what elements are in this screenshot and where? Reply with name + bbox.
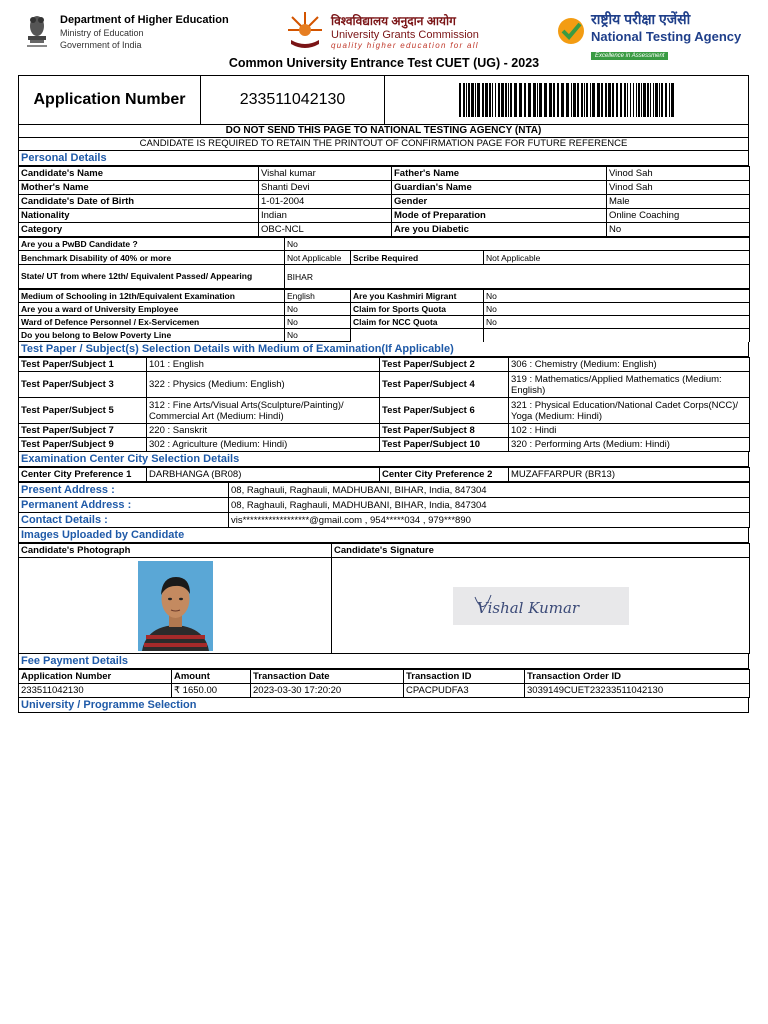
fee-table xyxy=(18,669,750,698)
personal-label: Are you Diabetic xyxy=(392,223,607,237)
document-title: Common University Entrance Test CUET (UG) - 2023 xyxy=(228,56,540,70)
application-number-value: 233511042130 xyxy=(201,76,385,124)
personal-value: Online Coaching xyxy=(607,209,750,223)
ward-defence-row xyxy=(19,316,750,329)
fee-header-cell: Transaction Order ID xyxy=(525,670,750,684)
nta-tagline: Excellence in Assessment xyxy=(591,52,668,60)
benchmark-row xyxy=(19,251,750,265)
barcode-bar xyxy=(665,83,667,117)
ncc-label: Claim for NCC Quota xyxy=(351,316,484,329)
barcode-bar xyxy=(508,83,509,117)
personal-value: OBC-NCL xyxy=(259,223,392,237)
barcode-bar xyxy=(601,83,603,117)
barcode-bar xyxy=(671,83,674,117)
barcode-bar xyxy=(475,83,476,117)
personal-row xyxy=(19,167,750,181)
personal-details-heading: Personal Details xyxy=(18,151,749,166)
ugc-tagline: quality higher education for all xyxy=(331,41,479,50)
personal-row xyxy=(19,223,750,237)
candidate-photo xyxy=(138,561,213,651)
barcode-bar xyxy=(485,83,488,117)
personal-label: Category xyxy=(19,223,259,237)
barcode-bar xyxy=(584,83,585,117)
barcode-bar xyxy=(573,83,576,117)
candidate-signature xyxy=(453,587,629,625)
bpl-label: Do you belong to Below Poverty Line xyxy=(19,329,285,342)
barcode-bar xyxy=(605,83,607,117)
university-heading: University / Programme Selection xyxy=(18,698,749,713)
barcode-bar xyxy=(544,83,547,117)
scribe-label: Scribe Required xyxy=(351,251,484,265)
personal-label: Guardian's Name xyxy=(392,181,607,195)
barcode-bar xyxy=(498,83,500,117)
personal-value: Indian xyxy=(259,209,392,223)
state-row xyxy=(19,265,750,289)
kashmiri-value: No xyxy=(484,290,750,303)
barcode-bar xyxy=(566,83,569,117)
address-table xyxy=(18,482,750,528)
retain-printout-notice: CANDIDATE IS REQUIRED TO RETAIN THE PRINTOUT OF CONFIRMATION PAGE FOR FUTURE REFERENCE xyxy=(18,138,749,151)
pwbd-value: No xyxy=(285,238,750,251)
test-paper-value: 312 : Fine Arts/Visual Arts(Sculpture/Painting)/ Commercial Art (Medium: Hindi) xyxy=(147,398,380,424)
barcode-bar xyxy=(638,83,640,117)
application-number-box xyxy=(18,75,749,125)
test-paper-table xyxy=(18,357,750,452)
ministry-name: Ministry of Education xyxy=(60,28,144,38)
page-header xyxy=(0,0,768,59)
ward-university-row xyxy=(19,303,750,316)
barcode-bar xyxy=(561,83,564,117)
test-paper-label: Test Paper/Subject 9 xyxy=(19,438,147,452)
barcode-bar xyxy=(612,83,614,117)
test-paper-value: 320 : Performing Arts (Medium: Hindi) xyxy=(509,438,750,452)
department-block xyxy=(60,14,229,50)
city-pref2-label: Center City Preference 2 xyxy=(380,468,509,482)
benchmark-value: Not Applicable xyxy=(285,251,351,265)
signature-cell xyxy=(332,558,750,654)
barcode xyxy=(385,76,748,124)
barcode-bar xyxy=(539,83,542,117)
barcode-bar xyxy=(633,83,634,117)
test-paper-row xyxy=(19,372,750,398)
kashmiri-label: Are you Kashmiri Migrant xyxy=(351,290,484,303)
personal-value: Vinod Sah xyxy=(607,181,750,195)
nta-english-name: National Testing Agency xyxy=(591,29,742,44)
personal-label: Father's Name xyxy=(392,167,607,181)
barcode-bar xyxy=(524,83,526,117)
personal-label: Candidate's Date of Birth xyxy=(19,195,259,209)
test-paper-label: Test Paper/Subject 4 xyxy=(380,372,509,398)
do-not-send-notice: DO NOT SEND THIS PAGE TO NATIONAL TESTING AGENCY (NTA) xyxy=(18,125,749,138)
test-paper-label: Test Paper/Subject 10 xyxy=(380,438,509,452)
barcode-bar xyxy=(577,83,579,117)
medium-row xyxy=(19,290,750,303)
barcode-bar xyxy=(528,83,531,117)
barcode-bar xyxy=(505,83,507,117)
images-heading: Images Uploaded by Candidate xyxy=(18,528,749,543)
barcode-bar xyxy=(501,83,504,117)
bpl-value: No xyxy=(285,329,351,342)
confirmation-page xyxy=(18,75,749,713)
barcode-bar xyxy=(492,83,493,117)
personal-label: Mother's Name xyxy=(19,181,259,195)
personal-value: No xyxy=(607,223,750,237)
signature-label: Candidate's Signature xyxy=(332,544,750,558)
ugc-logo-icon xyxy=(286,10,324,50)
barcode-bar xyxy=(519,83,522,117)
city-pref2-value: MUZAFFARPUR (BR13) xyxy=(509,468,750,482)
barcode-bar xyxy=(549,83,552,117)
barcode-bar xyxy=(653,83,654,117)
barcode-bar xyxy=(592,83,595,117)
sports-label: Claim for Sports Quota xyxy=(351,303,484,316)
state-label: State/ UT from where 12th/ Equivalent Passed/ Appearing xyxy=(19,265,285,289)
personal-quota-table xyxy=(18,289,750,342)
test-paper-row xyxy=(19,398,750,424)
barcode-bar xyxy=(489,83,491,117)
ward-university-value: No xyxy=(285,303,351,316)
test-paper-row xyxy=(19,438,750,452)
barcode-bar xyxy=(557,83,559,117)
barcode-bar xyxy=(477,83,480,117)
barcode-bar xyxy=(643,83,646,117)
barcode-bar xyxy=(661,83,663,117)
ward-defence-value: No xyxy=(285,316,351,329)
city-preference-row xyxy=(19,468,750,482)
fee-header-cell: Transaction Date xyxy=(251,670,404,684)
personal-label: Nationality xyxy=(19,209,259,223)
exam-city-heading: Examination Center City Selection Details xyxy=(18,452,749,467)
barcode-bar xyxy=(586,83,588,117)
personal-value: Shanti Devi xyxy=(259,181,392,195)
images-table xyxy=(18,543,750,654)
images-row xyxy=(19,558,750,654)
fee-heading: Fee Payment Details xyxy=(18,654,749,669)
contact-label: Contact Details : xyxy=(19,513,229,528)
barcode-bar xyxy=(510,83,512,117)
nta-check-logo-icon xyxy=(556,16,586,46)
barcode-bar xyxy=(514,83,517,117)
barcode-bar xyxy=(616,83,618,117)
test-paper-value: 321 : Physical Education/National Cadet Corps(NCC)/ Yoga (Medium: Hindi) xyxy=(509,398,750,424)
contact-row xyxy=(19,513,750,528)
fee-header-cell: Application Number xyxy=(19,670,172,684)
personal-value: 1-01-2004 xyxy=(259,195,392,209)
signature-text: Vishal Kumar xyxy=(476,598,579,617)
permanent-address-label: Permanent Address : xyxy=(19,498,229,513)
test-paper-value: 101 : English xyxy=(147,358,380,372)
barcode-bar xyxy=(655,83,658,117)
personal-row xyxy=(19,195,750,209)
barcode-bar xyxy=(495,83,496,117)
test-paper-value: 220 : Sanskrit xyxy=(147,424,380,438)
images-label-row xyxy=(19,544,750,558)
personal-value: Vishal kumar xyxy=(259,167,392,181)
barcode-bar xyxy=(620,83,622,117)
test-paper-value: 302 : Agriculture (Medium: Hindi) xyxy=(147,438,380,452)
barcode-bar xyxy=(650,83,651,117)
fee-value-cell: 233511042130 xyxy=(19,684,172,698)
test-paper-label: Test Paper/Subject 5 xyxy=(19,398,147,424)
test-paper-label: Test Paper/Subject 8 xyxy=(380,424,509,438)
nta-hindi-name: राष्ट्रीय परीक्षा एजेंसी xyxy=(591,11,691,27)
contact-value: vis******************@gmail.com , 954*****034 , 979***890 xyxy=(229,513,750,528)
test-paper-label: Test Paper/Subject 2 xyxy=(380,358,509,372)
barcode-bar xyxy=(463,83,465,117)
personal-value: Vinod Sah xyxy=(607,167,750,181)
barcode-bar xyxy=(636,83,637,117)
personal-label: Candidate's Name xyxy=(19,167,259,181)
photo-cell xyxy=(19,558,332,654)
fee-value-cell: 3039149CUET23233511042130 xyxy=(525,684,750,698)
test-paper-heading: Test Paper / Subject(s) Selection Details with Medium of Examination(If Applicable) xyxy=(18,342,749,357)
test-paper-value: 322 : Physics (Medium: English) xyxy=(147,372,380,398)
ugc-hindi-name: विश्वविद्यालय अनुदान आयोग xyxy=(331,14,456,28)
barcode-bar xyxy=(533,83,536,117)
pwbd-label: Are you a PwBD Candidate ? xyxy=(19,238,285,251)
barcode-bar xyxy=(641,83,642,117)
barcode-bar xyxy=(669,83,670,117)
barcode-bar xyxy=(608,83,611,117)
barcode-bar xyxy=(571,83,572,117)
barcode-bar xyxy=(468,83,470,117)
ward-university-label: Are you a ward of University Employee xyxy=(19,303,285,316)
personal-label: Gender xyxy=(392,195,607,209)
test-paper-value: 319 : Mathematics/Applied Mathematics (Medium: English) xyxy=(509,372,750,398)
present-address-value: 08, Raghauli, Raghauli, MADHUBANI, BIHAR, India, 847304 xyxy=(229,483,750,498)
barcode-icon xyxy=(457,83,677,117)
ugc-english-name: University Grants Commission xyxy=(331,29,479,41)
personal-value: Male xyxy=(607,195,750,209)
barcode-bar xyxy=(627,83,628,117)
barcode-bar xyxy=(659,83,660,117)
fee-value-cell: ₹ 1650.00 xyxy=(172,684,251,698)
barcode-bar xyxy=(647,83,649,117)
nta-block xyxy=(591,10,741,62)
fee-header-row xyxy=(19,670,750,684)
exam-city-table xyxy=(18,467,750,482)
personal-row xyxy=(19,181,750,195)
barcode-bar xyxy=(482,83,484,117)
barcode-bar xyxy=(597,83,600,117)
application-number-label: Application Number xyxy=(19,76,201,124)
barcode-bar xyxy=(471,83,474,117)
barcode-bar xyxy=(624,83,626,117)
government-name: Government of India xyxy=(60,40,142,50)
fee-header-cell: Amount xyxy=(172,670,251,684)
fee-value-row xyxy=(19,684,750,698)
scribe-value: Not Applicable xyxy=(484,251,750,265)
photo-label: Candidate's Photograph xyxy=(19,544,332,558)
medium-label: Medium of Schooling in 12th/Equivalent Examination xyxy=(19,290,285,303)
pwbd-row xyxy=(19,238,750,251)
barcode-bar xyxy=(630,83,631,117)
barcode-bar xyxy=(459,83,461,117)
test-paper-row xyxy=(19,424,750,438)
barcode-bar xyxy=(581,83,583,117)
test-paper-label: Test Paper/Subject 6 xyxy=(380,398,509,424)
personal-extra-table xyxy=(18,237,750,289)
ugc-block xyxy=(331,12,479,50)
ward-defence-label: Ward of Defence Personnel / Ex-Servicemen xyxy=(19,316,285,329)
barcode-bar xyxy=(590,83,591,117)
test-paper-label: Test Paper/Subject 3 xyxy=(19,372,147,398)
barcode-bar xyxy=(537,83,538,117)
ncc-value: No xyxy=(484,316,750,329)
permanent-address-row xyxy=(19,498,750,513)
fee-value-cell: CPACPUDFA3 xyxy=(404,684,525,698)
fee-header-cell: Transaction ID xyxy=(404,670,525,684)
medium-value: English xyxy=(285,290,351,303)
state-value: BIHAR xyxy=(285,265,750,289)
barcode-bar xyxy=(466,83,467,117)
personal-label: Mode of Preparation xyxy=(392,209,607,223)
present-address-row xyxy=(19,483,750,498)
benchmark-label: Benchmark Disability of 40% or more xyxy=(19,251,285,265)
barcode-bar xyxy=(553,83,555,117)
present-address-label: Present Address : xyxy=(19,483,229,498)
sports-value: No xyxy=(484,303,750,316)
test-paper-label: Test Paper/Subject 1 xyxy=(19,358,147,372)
city-pref1-label: Center City Preference 1 xyxy=(19,468,147,482)
city-pref1-value: DARBHANGA (BR08) xyxy=(147,468,380,482)
test-paper-value: 306 : Chemistry (Medium: English) xyxy=(509,358,750,372)
bpl-row xyxy=(19,329,750,342)
fee-value-cell: 2023-03-30 17:20:20 xyxy=(251,684,404,698)
personal-row xyxy=(19,209,750,223)
national-emblem-icon xyxy=(24,10,50,50)
test-paper-label: Test Paper/Subject 7 xyxy=(19,424,147,438)
test-paper-row xyxy=(19,358,750,372)
department-title: Department of Higher Education xyxy=(60,14,229,26)
test-paper-value: 102 : Hindi xyxy=(509,424,750,438)
permanent-address-value: 08, Raghauli, Raghauli, MADHUBANI, BIHAR, India, 847304 xyxy=(229,498,750,513)
personal-details-table xyxy=(18,166,750,237)
